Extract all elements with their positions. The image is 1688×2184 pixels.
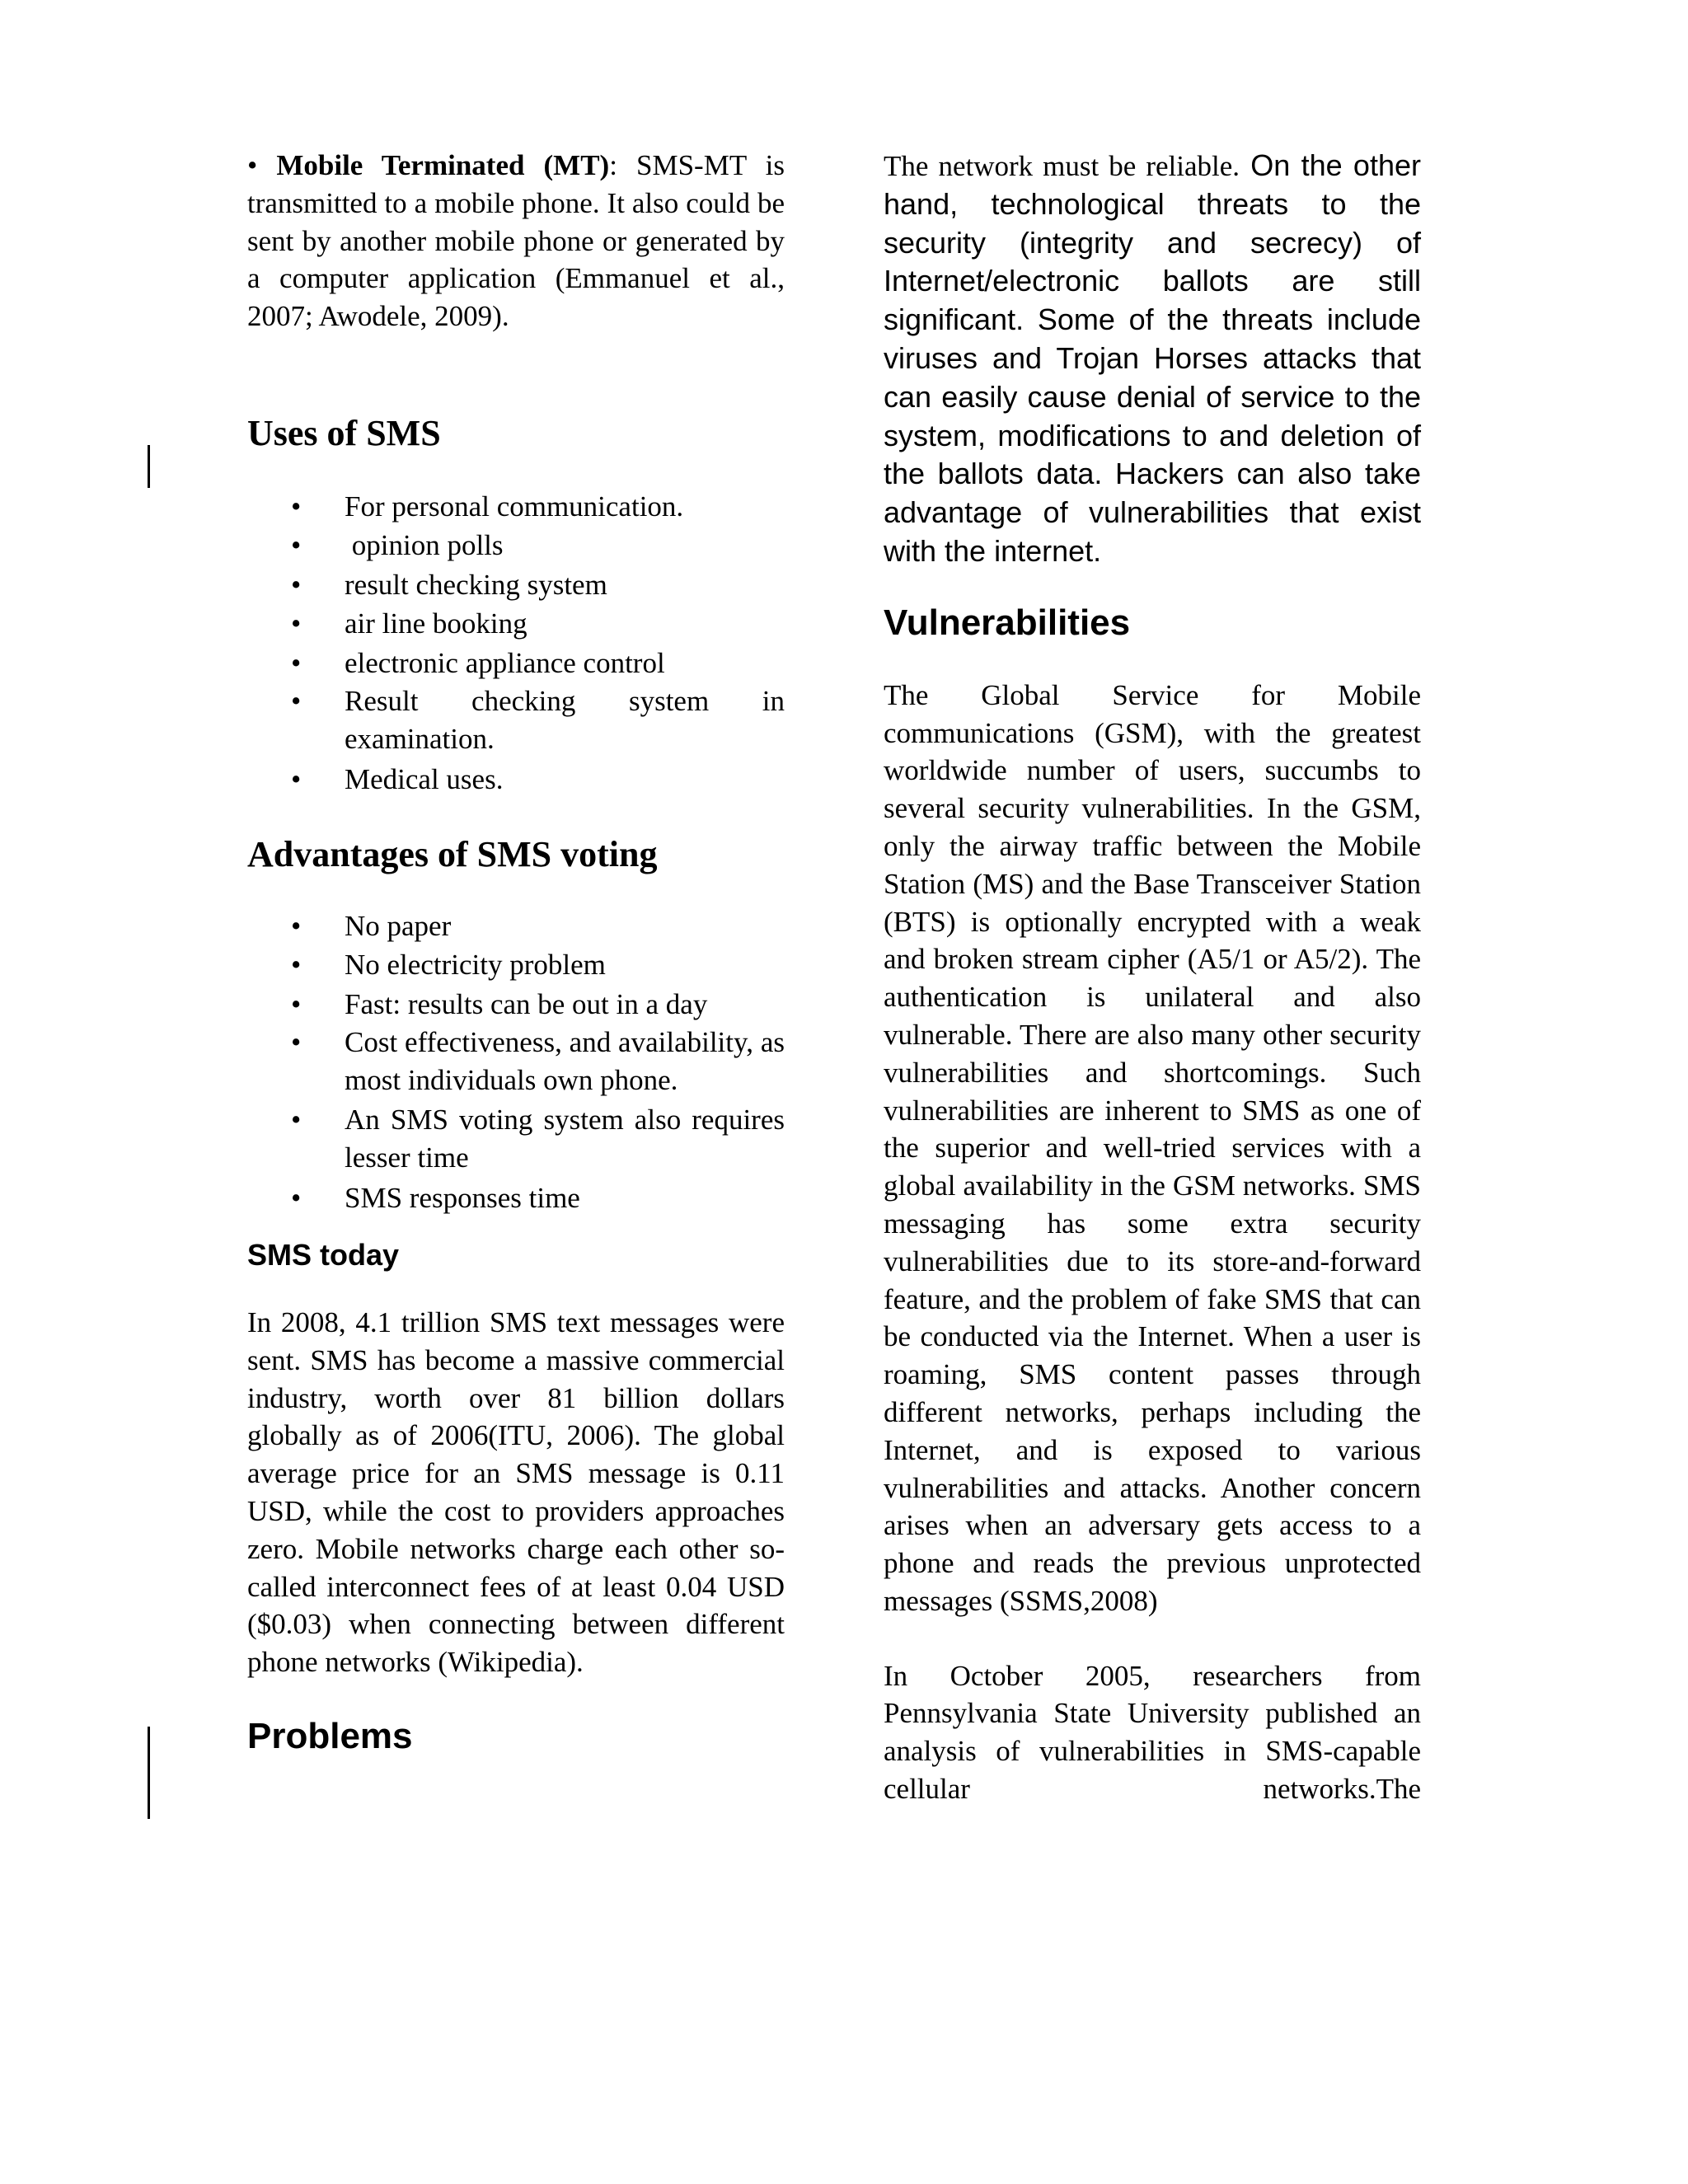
bullet-icon: • — [291, 909, 302, 942]
problems-text-sans: On the other hand, technological threats to the security (integrity and secrecy) of Internet/electronic ballots are still significant. Some of the threats include viruses and Trojan Horses attacks that can easily cause denial of service to the system, modifications to and deletion of the ballots data. Hackers can also take advantage of vulnerabilities that exist with the internet. — [884, 148, 1421, 568]
vulnerabilities-heading: Vulnerabilities — [884, 602, 1131, 643]
bullet-icon: • — [291, 529, 302, 562]
list-item: • air line booking — [247, 604, 785, 644]
right-column — [884, 147, 1421, 1808]
bullet-icon: • — [291, 763, 302, 796]
bullet-icon: • — [291, 1182, 302, 1215]
bullet-icon: • — [291, 987, 302, 1020]
bullet-icon: • — [291, 568, 302, 601]
bullet-icon: • — [291, 490, 302, 523]
list-item: • SMS responses time — [247, 1179, 785, 1218]
advantages-list — [247, 907, 785, 1218]
bullet-icon: • — [291, 646, 302, 679]
vulnerabilities-paragraph: The Global Service for Mobile communications (GSM), with the greatest worldwide number of users, succumbs to several security vulnerabilities. In the GSM, only the airway traffic between the Mobile Station (MS) and the Base Transceiver Station (BTS) is optionally encrypted with a weak and broken stream cipher (A5/1 or A5/2). The authentication is unilateral and also vulnerable. There are also many other security vulnerabilities and shortcomings. Such vulnerabilities are inherent to SMS as one of the superior and well-tried services with a global availability in the GSM networks. SMS messaging has some extra security vulnerabilities due to its store-and-forward feature, and the problem of fake SMS that can be conducted via the Internet. When a user is roaming, SMS content passes through different networks, perhaps including the Internet, and is exposed to various vulnerabilities and attacks. Another concern arises when an adversary gets access to a phone and reads the previous unprotected messages (SSMS,2008) — [884, 678, 1421, 1617]
problems-text-serif: The network must be reliable. — [884, 150, 1240, 182]
bullet-icon: • — [291, 685, 302, 718]
bullet-icon: • — [291, 607, 302, 640]
mt-text: : SMS-MT is transmitted to a mobile phone. It also could be sent by another mobile phone or generated by a computer application (Emmanuel et al., 2007; Awodele, 2009). — [247, 149, 785, 333]
list-item: • An SMS voting system also requires lesser time — [247, 1101, 785, 1177]
mt-term: Mobile Terminated (MT) — [276, 149, 610, 181]
bullet-icon: • — [291, 1026, 302, 1059]
list-item: • result checking system — [247, 565, 785, 605]
october-paragraph: In October 2005, researchers from Pennsylvania State University published an analysis of vulnerabilities in SMS-capable cellular networks.The — [884, 1659, 1421, 1806]
list-item: • No paper — [247, 907, 785, 946]
bullet-icon: • — [291, 949, 302, 982]
revision-bar — [148, 1727, 150, 1819]
uses-heading: Uses of SMS — [247, 412, 441, 453]
list-item: • electronic appliance control — [247, 644, 785, 683]
list-item: • Fast: results can be out in a day — [247, 985, 785, 1024]
list-item: • No electricity problem — [247, 945, 785, 985]
revision-bar — [148, 445, 150, 488]
sms-today-paragraph: In 2008, 4.1 trillion SMS text messages were sent. SMS has become a massive commercial industry, worth over 81 billion dollars globally as of 2006(ITU, 2006). The global average price for an SMS message is 0.11 USD, while the cost to providers approaches zero. Mobile networks charge each other so-called interconnect fees of at least 0.04 USD ($0.03) when connecting between different phone networks (Wikipedia). — [247, 1305, 785, 1679]
list-item: • Medical uses. — [247, 760, 785, 799]
uses-list — [247, 487, 785, 799]
list-item: • For personal communication. — [247, 487, 785, 527]
mt-paragraph — [247, 147, 785, 335]
problems-heading: Problems — [247, 1715, 413, 1756]
advantages-heading: Advantages of SMS voting — [247, 833, 658, 874]
list-item: • Result checking system in examination. — [247, 682, 785, 758]
left-column — [247, 147, 785, 1759]
list-item: • opinion polls — [247, 526, 785, 565]
bullet-glyph: • — [247, 149, 258, 181]
bullet-icon: • — [291, 1104, 302, 1137]
list-item: • Cost effectiveness, and availability, as most individuals own phone. — [247, 1024, 785, 1099]
problems-paragraph — [884, 147, 1421, 571]
sms-today-heading: SMS today — [247, 1237, 400, 1272]
